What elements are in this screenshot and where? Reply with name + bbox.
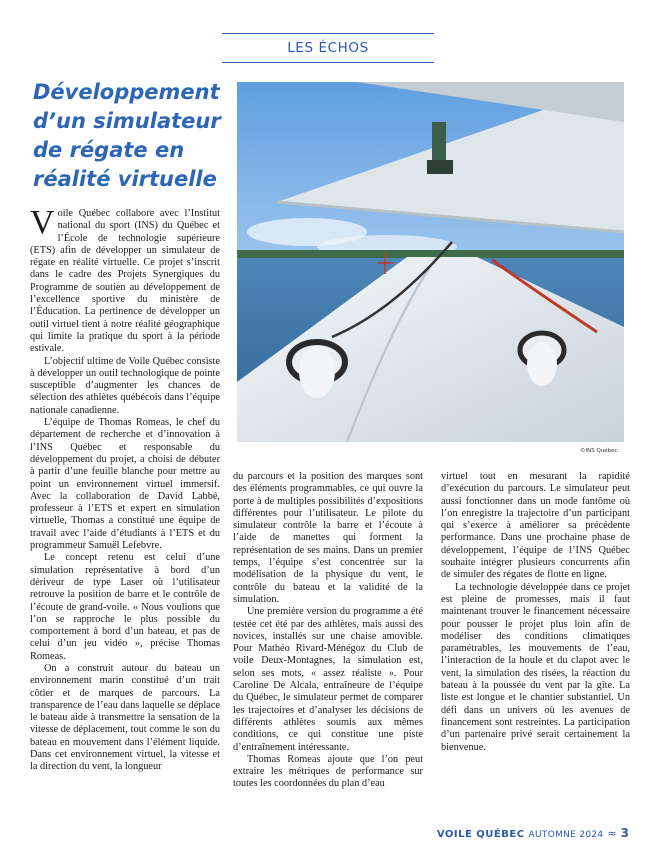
article-title: Développement d’un simulateur de régate en réalité virtuelle	[33, 80, 221, 191]
vr-simulator-photo	[237, 82, 624, 442]
magazine-name: VOILE QUÉBEC	[436, 829, 525, 840]
paragraph: L’objectif ultime de Voile Québec consiste à développer un outil technologique de pointe susceptible d’augmenter les chances de sélection des athlètes québécois dans l’équipe nationale canadienne.	[30, 355, 220, 416]
paragraph: virtuel tout en mesurant la rapidité d’exécution du parcours. Le simulateur peut aussi fonctionner dans un mode fantôme où l’on enregistre la trajectoire d’un participant qui s’exerce à améliorer sa précédente performance. Dans une prochaine phase de développement, l’équipe de l’INS Québec souhaite intégrer plusieurs concurrents afin de simuler des régates de flotte en ligne.	[441, 471, 630, 581]
paragraph: La technologie développée dans ce projet est pleine de promesses, mais il faut maintenant trouver le financement nécessaire pour pousser le projet plus loin afin de modéliser des conditions climatiques paramétrables, les mouvements de l’eau, l’interaction de la houle et du clapot avec le vent, la simulation des risées, la réaction du bateau à la poussée du vent par la gîte. La liste est longue et le chantier substantiel. Un défi dans un univers où les avenues de financement sont restreintes. La participation d’un partenaire privé serait certainement la bienvenue.	[441, 581, 630, 753]
page-number: 3	[620, 826, 629, 840]
article-column-1	[30, 204, 220, 838]
article-column-3	[441, 471, 630, 811]
drop-cap: V	[30, 204, 55, 241]
wave-separator: ≈	[607, 827, 617, 840]
article-column-2	[233, 471, 423, 841]
section-header	[222, 33, 434, 63]
paragraph: Thomas Romeas ajoute que l’on peut extraire les métriques de performance sur toutes les coordonnées du plan d’eau	[233, 753, 423, 790]
paragraph: On a construit autour du bateau un environnement marin constitué d’un trait côtier et de marques de parcours. La transparence de l’eau dans laquelle se déplace le bateau aide à transmettre la sensation de la vitesse de déplacement, tout comme le son du bateau en mouvement dans l’élément liquide. Dans cet environnement virtuel, la vitesse et la direction du vent, la longueur	[30, 662, 220, 773]
issue-label: AUTOMNE 2024	[528, 830, 604, 840]
paragraph: du parcours et la position des marques sont des éléments programmables, ce qui ouvre la porte à de multiples possibilités d’expositions différentes pour l’utilisateur. Le pilote du simulateur contrôle la barre et l’écoute à l’aide de manettes qui forment la représentation de ses mains. Dans un premier temps, l’équipe s’est concentrée sur la modélisation de la physique du vent, le contrôle du bateau et la validité de la simulation.	[233, 471, 423, 605]
paragraph: Une première version du programme a été testée cet été par des athlètes, mais aussi des novices, installés sur une chaise amovible. Pour Mathéo Rivard-Ménégoz du Club de voile Deux-Montagnes, la simulation est, selon ses mots, « assez réaliste ». Pour Caroline De Alcala, entraîneure de l’équipe du Québec, le simulateur permet de comparer les trajectoires et d’analyser les décisions de différents athlètes soumis aux mêmes conditions, ce qui constitue une piste d’entraînement intéressante.	[233, 606, 423, 753]
vr-simulator-illustration	[237, 82, 624, 442]
paragraph: Voile Québec collabore avec l’Institut national du sport (INS) du Québec et l’École de technologie supérieure (ETS) afin de développer un simulateur de régate en réalité virtuelle. Ce projet s’inscrit dans le cadre des Projets Synergiques du Programme de soutien au développement de l’excellence sportive du ministère de l’Éducation. La pertinence de développer un outil virtuel tient à notre réalité géographique qui limite la pratique du sport à la période estivale.	[30, 204, 220, 355]
paragraph: L’équipe de Thomas Romeas, le chef du département de recherche et d’innovation à l’INS Québec et responsable du développement du projet, a choisi de débuter à partir d’une feuille blanche pour mettre au point un environnement virtuel immersif. Avec la collaboration de David Labbé, professeur à l’ETS et expert en simulation virtuelle, Thomas a constitué une équipe de travail avec l’aide d’étudiants à l’ETS et du programmeur Samuël Lefebvre.	[30, 417, 220, 552]
photo-credit: ©INS Québec	[580, 448, 618, 454]
section-label: LES ÉCHOS	[287, 40, 369, 56]
page-footer	[437, 826, 629, 840]
paragraph: Le concept retenu est celui d’une simulation représentative à bord d’un dériveur de type Laser où l’utilisateur retrouve la position de barre et le contrôle de l’écoute de grand-voile. « Nous voulions que l’on se rapproche le plus possible du comportement à bord d’un bateau, et pas de celui d’un jeu vidéo », précise Thomas Romeas.	[30, 552, 220, 662]
